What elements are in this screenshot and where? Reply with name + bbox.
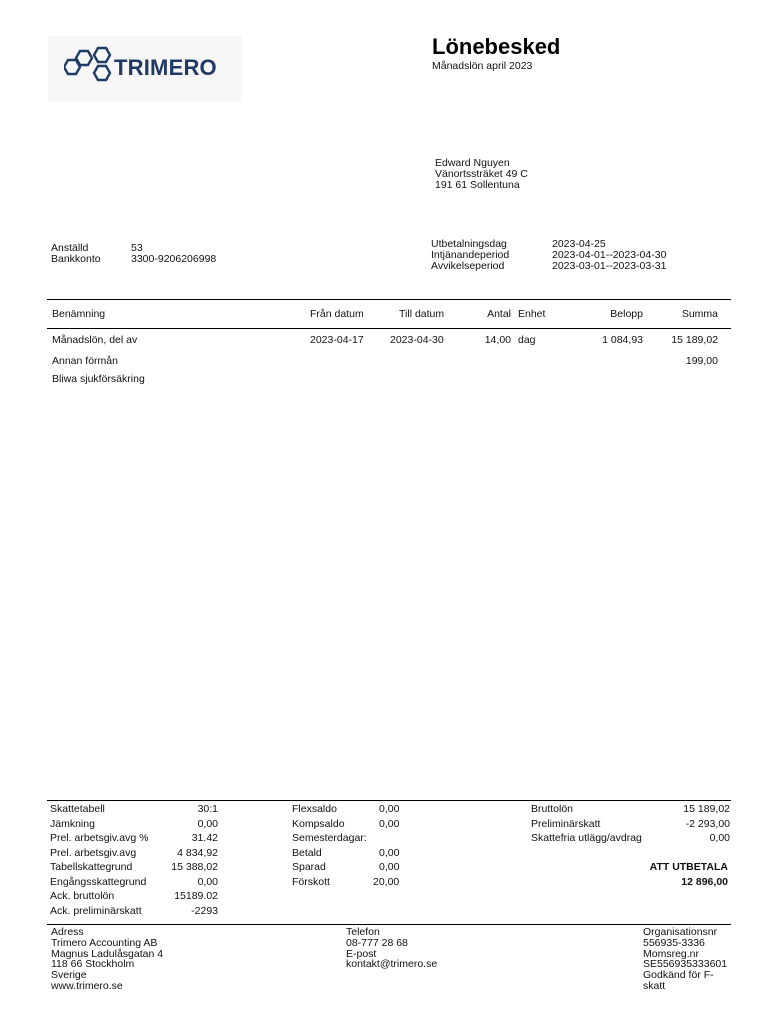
summary-value: 0,00 xyxy=(197,875,218,888)
footer-vat-number: SE556935333601 xyxy=(643,958,728,971)
summary-value: 0,00 xyxy=(709,832,730,844)
summary-value: -2 293,00 xyxy=(685,817,730,830)
table-row xyxy=(0,373,768,387)
summary-label: Kompsaldo xyxy=(292,817,345,830)
footer-ftax-line1: Godkänd för F- xyxy=(643,969,714,982)
header-to: Till datum xyxy=(399,308,445,320)
footer-address xyxy=(51,927,163,992)
bank-account-label: Bankkonto xyxy=(51,253,101,265)
bank-account-value: 3300-9206206998 xyxy=(131,253,217,265)
summary-value: 0,00 xyxy=(379,817,400,830)
footer-email-link[interactable]: kontakt@trimero.se xyxy=(346,958,438,971)
footer-email-label: E-post xyxy=(346,947,377,960)
row-name: Månadslön, del av xyxy=(52,334,138,346)
recipient-address xyxy=(435,158,528,191)
summary-top-rule xyxy=(47,800,731,801)
row-name: Annan förmån xyxy=(52,355,118,367)
row-name: Bliwa sjukförsäkring xyxy=(52,373,145,385)
footer-contact xyxy=(346,927,437,970)
footer-org-number: 556935-3336 xyxy=(643,936,705,949)
deviation-period-label: Avvikelseperiod xyxy=(431,260,505,272)
row-sum: 15 189,02 xyxy=(671,334,718,346)
summary-value: 0,00 xyxy=(379,846,400,859)
summary-label: Sparad xyxy=(292,861,326,873)
summary-label: Semesterdagar: xyxy=(292,832,367,844)
summary-value: 31.42 xyxy=(191,832,218,844)
summary-label: Prel. arbetsgiv.avg xyxy=(50,846,137,859)
header-name: Benämning xyxy=(52,308,106,320)
summary-value: 0,00 xyxy=(197,817,218,830)
earning-period-value: 2023-04-01--2023-04-30 xyxy=(552,249,667,261)
summary-value: -2293 xyxy=(191,904,218,917)
header-qty: Antal xyxy=(487,308,511,320)
recipient-city: 191 61 Sollentuna xyxy=(435,179,520,191)
earning-period-label: Intjänandeperiod xyxy=(431,249,510,261)
footer-org-label: Organisationsnr xyxy=(643,926,718,938)
summary-label: Ack. preliminärskatt xyxy=(50,904,142,917)
summary-label: Jämkning xyxy=(50,817,95,830)
summary-value: 30:1 xyxy=(197,803,218,815)
footer-phone: 08-777 28 68 xyxy=(346,936,408,949)
payment-date-label: Utbetalningsdag xyxy=(431,238,507,250)
row-to: 2023-04-30 xyxy=(390,334,444,346)
summary-label: Skattefria utlägg/avdrag xyxy=(531,832,642,844)
payout-label: ATT UTBETALA xyxy=(649,861,728,873)
employee-id-label: Anställd xyxy=(51,242,89,254)
header-from: Från datum xyxy=(310,308,364,320)
summary-value: 0,00 xyxy=(379,803,400,815)
recipient-street: Vänortssträket 49 C xyxy=(435,168,528,180)
summary-label: Preliminärskatt xyxy=(531,817,601,830)
table-top-rule xyxy=(47,299,731,300)
footer-address-label: Adress xyxy=(51,926,84,938)
row-qty: 14,00 xyxy=(484,334,511,346)
employee-info xyxy=(51,242,217,265)
footer-phone-label: Telefon xyxy=(346,926,380,938)
footer-city: 118 66 Stockholm xyxy=(51,958,135,971)
row-price: 1 084,93 xyxy=(602,334,643,346)
summary-value: 0,00 xyxy=(379,861,400,873)
row-unit: dag xyxy=(518,334,536,346)
recipient-name: Edward Nguyen xyxy=(435,157,510,169)
summary-label: Engångsskattegrund xyxy=(50,875,147,888)
header-unit: Enhet xyxy=(518,308,546,320)
employee-id-value: 53 xyxy=(131,242,143,254)
footer-street: Magnus Ladulåsgatan 4 xyxy=(51,947,164,960)
footer-top-rule xyxy=(47,924,731,925)
summary-label: Ack. bruttolön xyxy=(50,890,115,902)
header-sum: Summa xyxy=(681,308,718,320)
summary-value: 4 834,92 xyxy=(177,846,218,859)
table-header-rule xyxy=(47,328,731,329)
payment-date-value: 2023-04-25 xyxy=(552,238,606,250)
table-row xyxy=(0,355,768,369)
summary-label: Prel. arbetsgiv.avg % xyxy=(50,832,149,844)
summary-label: Förskott xyxy=(292,875,330,888)
table-header xyxy=(0,308,768,322)
summary-label: Betald xyxy=(292,846,322,859)
footer-website-link[interactable]: www.trimero.se xyxy=(51,979,123,992)
document-subtitle: Månadslön april 2023 xyxy=(432,60,533,72)
payout-value: 12 896,00 xyxy=(681,876,728,888)
footer-ftax-line2: skatt xyxy=(643,979,666,992)
summary-value: 15 388,02 xyxy=(171,861,218,873)
hexagon-logo-icon xyxy=(64,46,112,92)
payment-info xyxy=(431,238,667,272)
company-name: TRIMERO xyxy=(114,55,217,80)
summary-label: Skattetabell xyxy=(50,803,105,815)
summary-label: Flexsaldo xyxy=(292,803,337,815)
row-from: 2023-04-17 xyxy=(310,334,364,346)
summary-label: Tabellskattegrund xyxy=(50,861,133,873)
footer-vat-label: Momsreg.nr xyxy=(643,947,700,960)
summary-value: 15189.02 xyxy=(174,890,218,902)
footer-org xyxy=(643,927,727,992)
row-sum: 199,00 xyxy=(685,355,718,367)
document-title: Lönebesked xyxy=(432,34,561,59)
summary-label: Bruttolön xyxy=(531,803,574,815)
footer-country: Sverige xyxy=(51,969,87,982)
header-price: Belopp xyxy=(610,308,643,320)
table-row xyxy=(0,334,768,348)
deviation-period-value: 2023-03-01--2023-03-31 xyxy=(552,260,667,272)
footer-company: Trimero Accounting AB xyxy=(51,936,158,949)
company-logo xyxy=(48,36,242,102)
summary-value: 15 189,02 xyxy=(683,803,730,815)
summary-value: 20,00 xyxy=(373,875,400,888)
